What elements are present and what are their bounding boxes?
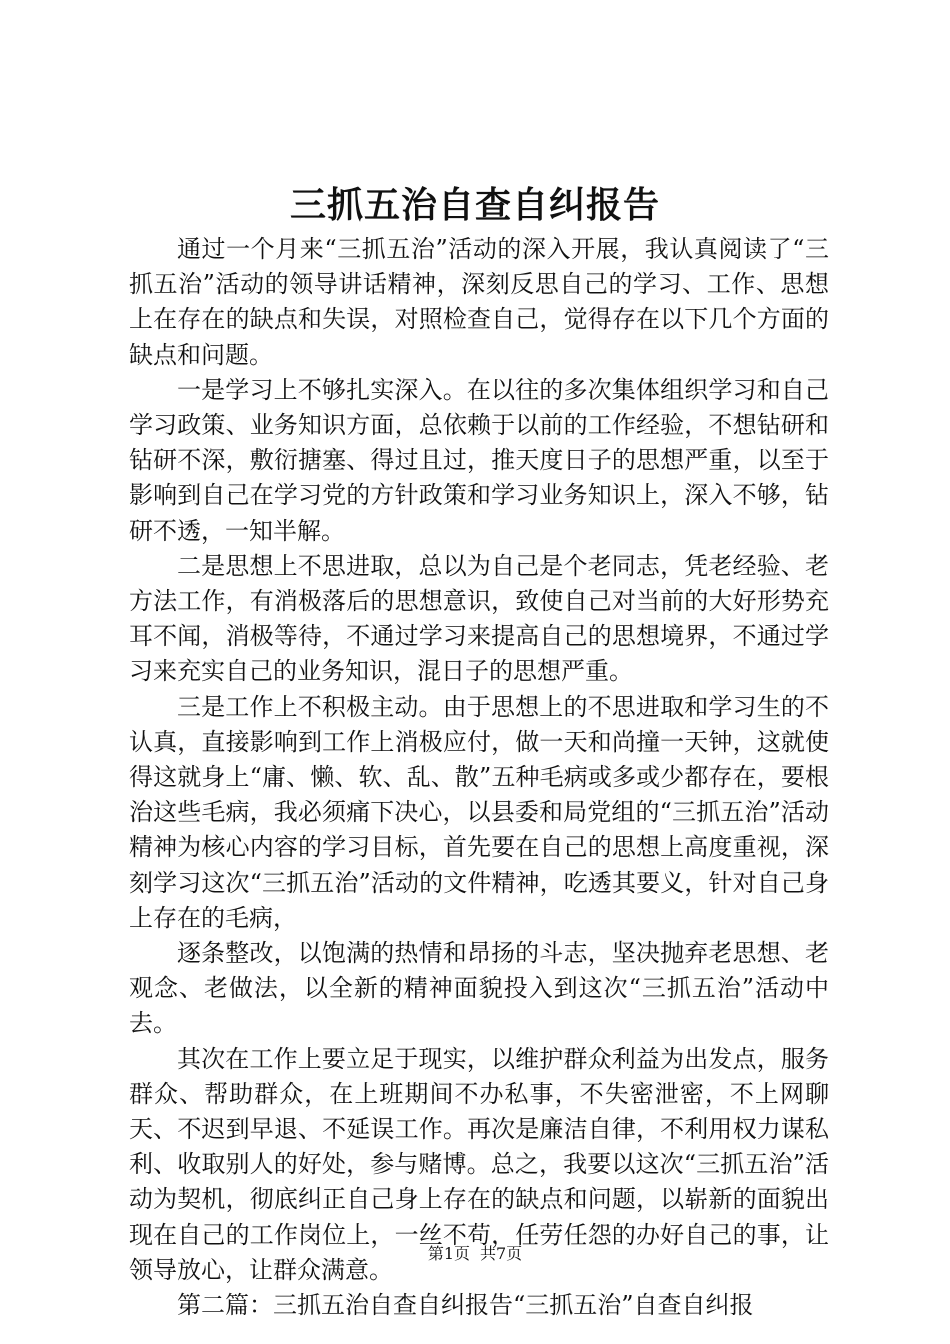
document-body bbox=[129, 232, 829, 1323]
paragraph-second-article: 第二篇：三抓五治自查自纠报告“三抓五治”自查自纠报 bbox=[177, 1291, 754, 1320]
page-number: 第1页 bbox=[427, 1244, 470, 1263]
paragraph-next-steps: 其次在工作上要立足于现实，以维护群众利益为出发点，服务群众、帮助群众，在上班期间不办私事，不失密泄密，不上网聊天、不迟到早退、不延误工作。再次是廉洁自律，不利用权力谋私利、收取别人的好处，参与赌博。总之，我要以这次“三抓五治”活动为契机，彻底纠正自己身上存在的缺点和问题，以崭新的面貌出现在自己的工作岗位上，一丝不苟，任劳任怨的办好自己的事，让领导放心，让群众满意。 bbox=[129, 1044, 829, 1284]
paragraph-intro: 通过一个月来“三抓五治”活动的深入开展，我认真阅读了“三抓五治”活动的领导讲话精神，深刻反思自己的学习、工作、思想上在存在的缺点和失误，对照检查自己，觉得存在以下几个方面的缺点和问题。 bbox=[129, 235, 829, 369]
paragraph-point-two: 二是思想上不思进取，总以为自己是个老同志，凭老经验、老方法工作，有消极落后的思想意识，致使自己对当前的大好形势充耳不闻，消极等待，不通过学习来提高自己的思想境界，不通过学习来充实自己的业务知识，混日子的思想严重。 bbox=[129, 551, 829, 686]
paragraph-rectification: 逐条整改，以饱满的热情和昂扬的斗志，坚决抛弃老思想、老观念、老做法，以全新的精神面貌投入到这次“三抓五治”活动中去。 bbox=[129, 939, 829, 1038]
document-title: 三抓五治自查自纠报告 bbox=[289, 185, 660, 226]
page-total: 共7页 bbox=[480, 1244, 523, 1263]
paragraph-point-one: 一是学习上不够扎实深入。在以往的多次集体组织学习和自己学习政策、业务知识方面，总依赖于以前的工作经验，不想钻研和钻研不深，敷衍搪塞、得过且过，推天度日子的思想严重，以至于影响到自己在学习党的方针政策和学习业务知识上，深入不够，钻研不透，一知半解。 bbox=[129, 375, 829, 545]
page-footer bbox=[0, 1244, 950, 1264]
paragraph-point-three: 三是工作上不积极主动。由于思想上的不思进取和学习生的不认真，直接影响到工作上消极应付，做一天和尚撞一天钟，这就使得这就身上“庸、懒、软、乱、散”五种毛病或多或少都存在，要根治这些毛病，我必须痛下决心，以县委和局党组的“三抓五治”活动精神为核心内容的学习目标，首先要在自己的思想上高度重视，深刻学习这次“三抓五治”活动的文件精神，吃透其要义，针对自己身上存在的毛病， bbox=[129, 692, 829, 932]
